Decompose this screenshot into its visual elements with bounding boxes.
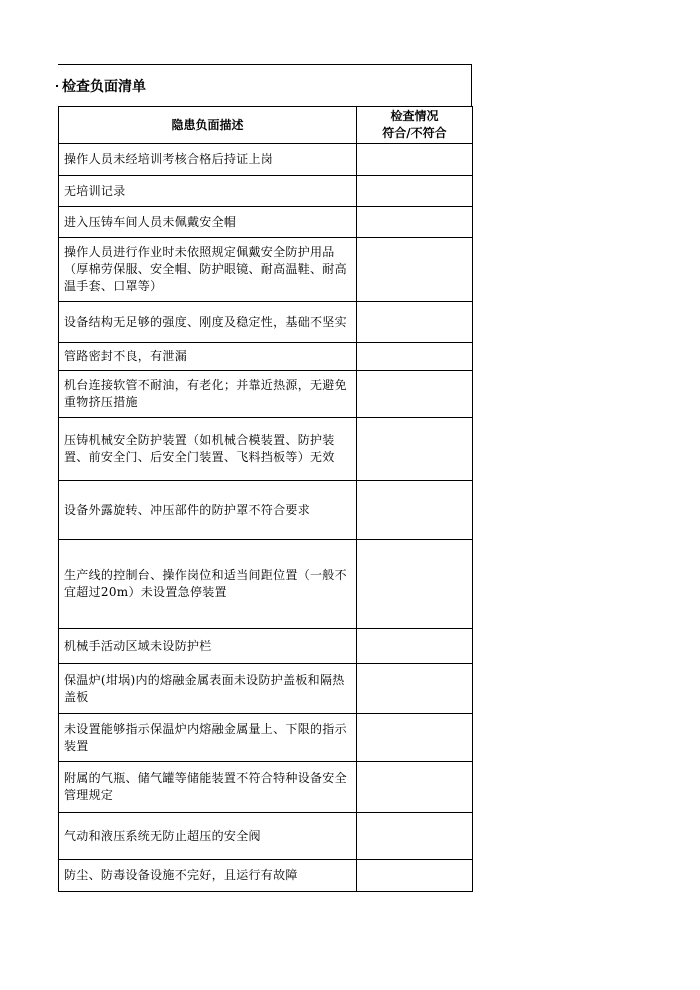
check-status-cell[interactable] bbox=[357, 664, 473, 714]
table-row bbox=[59, 540, 473, 629]
hazard-description: 设备结构无足够的强度、刚度及稳定性，基础不坚实 bbox=[59, 302, 357, 343]
header-status-line1: 检查情况 bbox=[390, 109, 439, 123]
hazard-description: 机械手活动区域未设防护栏 bbox=[59, 629, 357, 664]
header-status-line2: 符合/不符合 bbox=[382, 126, 447, 140]
table-row bbox=[59, 813, 473, 860]
check-status-cell[interactable] bbox=[357, 629, 473, 664]
check-status-cell[interactable] bbox=[357, 176, 473, 207]
check-status-cell[interactable] bbox=[357, 302, 473, 343]
table-row bbox=[59, 207, 473, 238]
table-row bbox=[59, 302, 473, 343]
table-row bbox=[59, 714, 473, 762]
hazard-description: 气动和液压系统无防止超压的安全阀 bbox=[59, 813, 357, 860]
hazard-description: 防尘、防毒设备设施不完好，且运行有故障 bbox=[59, 860, 357, 892]
check-status-cell[interactable] bbox=[357, 714, 473, 762]
hazard-description: 机台连接软管不耐油，有老化；并靠近热源，无避免重物挤压措施 bbox=[59, 371, 357, 418]
table-row bbox=[59, 664, 473, 714]
check-status-cell[interactable] bbox=[357, 418, 473, 481]
table-row bbox=[59, 238, 473, 302]
check-status-cell[interactable] bbox=[357, 860, 473, 892]
table-row bbox=[59, 762, 473, 813]
check-status-cell[interactable] bbox=[357, 762, 473, 813]
hazard-description: 压铸机械安全防护装置（如机械合模装置、防护装置、前安全门、后安全门装置、飞料挡板等）无效 bbox=[59, 418, 357, 481]
table-header-row bbox=[59, 107, 473, 144]
table-row bbox=[59, 860, 473, 892]
title-row bbox=[58, 64, 472, 106]
title-bullet-mark bbox=[56, 85, 58, 87]
table-row bbox=[59, 144, 473, 176]
header-status bbox=[357, 107, 473, 144]
page-title: 检查负面清单 bbox=[62, 78, 146, 95]
hazard-description: 进入压铸车间人员未佩戴安全帽 bbox=[59, 207, 357, 238]
hazard-description: 管路密封不良，有泄漏 bbox=[59, 343, 357, 371]
table-row bbox=[59, 418, 473, 481]
check-status-cell[interactable] bbox=[357, 540, 473, 629]
table-row bbox=[59, 629, 473, 664]
hazard-description: 无培训记录 bbox=[59, 176, 357, 207]
check-status-cell[interactable] bbox=[357, 813, 473, 860]
table-row bbox=[59, 481, 473, 540]
checklist-table bbox=[58, 106, 473, 892]
hazard-description: 设备外露旋转、冲压部件的防护罩不符合要求 bbox=[59, 481, 357, 540]
table-row bbox=[59, 343, 473, 371]
hazard-description: 生产线的控制台、操作岗位和适当间距位置（一般不宜超过20m）未设置急停装置 bbox=[59, 540, 357, 629]
hazard-description: 保温炉(坩埚)内的熔融金属表面未设防护盖板和隔热盖板 bbox=[59, 664, 357, 714]
hazard-description: 操作人员进行作业时未依照规定佩戴安全防护用品（厚棉劳保服、安全帽、防护眼镜、耐高温鞋、耐高温手套、口罩等） bbox=[59, 238, 357, 302]
check-status-cell[interactable] bbox=[357, 343, 473, 371]
hazard-description: 附属的气瓶、储气罐等储能装置不符合特种设备安全管理规定 bbox=[59, 762, 357, 813]
table-row bbox=[59, 176, 473, 207]
check-status-cell[interactable] bbox=[357, 144, 473, 176]
table-row bbox=[59, 371, 473, 418]
hazard-description: 未设置能够指示保温炉内熔融金属量上、下限的指示装置 bbox=[59, 714, 357, 762]
header-description: 隐患负面描述 bbox=[59, 107, 357, 144]
check-status-cell[interactable] bbox=[357, 371, 473, 418]
checklist-sheet bbox=[58, 64, 472, 892]
check-status-cell[interactable] bbox=[357, 207, 473, 238]
check-status-cell[interactable] bbox=[357, 238, 473, 302]
hazard-description: 操作人员未经培训考核合格后持证上岗 bbox=[59, 144, 357, 176]
check-status-cell[interactable] bbox=[357, 481, 473, 540]
